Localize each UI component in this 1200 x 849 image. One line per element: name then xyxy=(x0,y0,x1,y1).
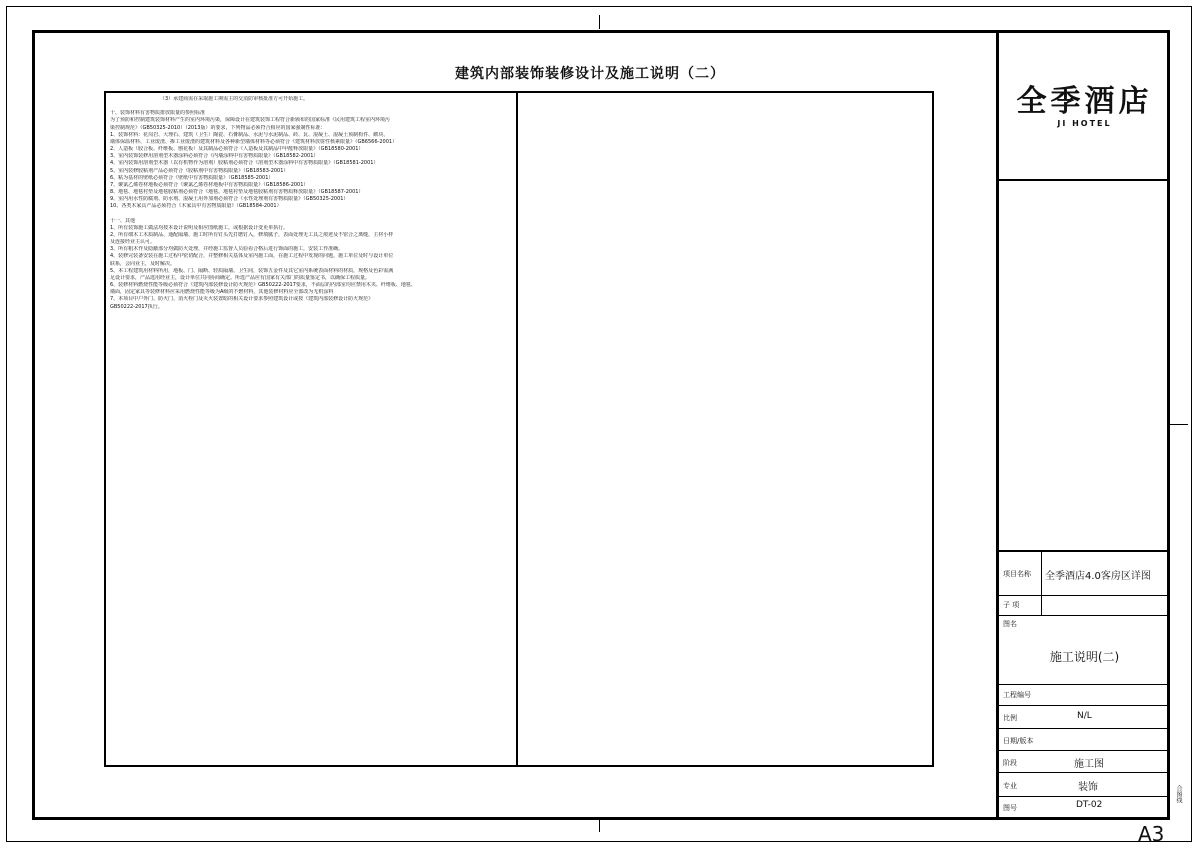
title-block-divider xyxy=(996,30,999,820)
date-label: 日期/版本 xyxy=(1003,737,1034,745)
logo-name-en: JI HOTEL xyxy=(1057,119,1112,128)
note-line: 墙面，固定家具等装修材料应采用燃烧性能等级为A级的不燃材料，其他装修材料应全部改为无机涂料 xyxy=(110,289,334,296)
note-line: 3、室内装饰装修用溶剂型木器涂料必须符合《内墙涂料中有害物质限量》（GB18582-2001） xyxy=(110,153,319,160)
note-line: 7、本项目中户外门、防火门、消火栓门及灭火装置暗的相关设计要求参照建筑设计或按《建筑内部装修设计防火规范》 xyxy=(110,296,374,303)
note-line: 染控制规范》（GB50325-2010）（2013版）的要求，下列物品必须符合相应的国家强制性标准： xyxy=(110,124,326,131)
center-tick-bottom xyxy=(599,820,600,832)
drawing-no-label: 图号 xyxy=(1003,804,1017,812)
tb-line-scale-bottom xyxy=(999,728,1170,729)
paper-size-label: A3 xyxy=(1138,822,1165,846)
note-line: 联系，会同业主，及时解决。 xyxy=(110,260,176,267)
tb-line-project-top xyxy=(999,550,1170,552)
note-line: GB50222-2017执行。 xyxy=(110,303,163,310)
tb-line-project-bottom xyxy=(999,595,1170,596)
note-line: 4、室内装饰用溶剂型木器（以有机物作为溶剂）胶粘剂必须符合《溶剂型木器涂料中有害物质限量》（GB18581-2001） xyxy=(110,160,379,167)
note-line: 6、粘为基材的壁纸必须符合《壁纸中有害物质限量》（GB18585-2001） xyxy=(110,174,274,181)
note-line: 2、所有细木工木质制品、通配隔墙、施工时所有钉头先打磨钉入，修填腻子，表面处理无工具之痕迹及不密合之离缝，主材小样 xyxy=(110,231,394,238)
subitem-label: 子 项 xyxy=(1003,601,1020,609)
note-line: 5、本工程建筑用材料所用，地板、门、隔断、轻质隔墙、卫生间，装饰五金件及其它室内系统表面材料的材质，规格及色彩需满 xyxy=(110,267,394,274)
side-mark: 合图线 xyxy=(1175,785,1182,803)
note-line: 足设计要求，产品选用经业主，设计单位共同协商确定。所选产品应有国家有关部门的质量鉴定书，以确保工程质量。 xyxy=(110,274,371,281)
drawing-name-label: 图名 xyxy=(1003,620,1017,628)
tb-line-discipline-bottom xyxy=(999,796,1170,797)
logo-name-cn: 全季酒店 xyxy=(1016,84,1153,119)
drawing-name-value: 施工说明(二) xyxy=(1049,650,1120,664)
note-line: 7、聚氯乙烯卷材地板必须符合《聚氯乙烯卷材地板中有害物质限量》（GB18586-2001） xyxy=(110,181,309,188)
discipline-label: 专业 xyxy=(1003,782,1017,790)
note-line xyxy=(110,103,513,110)
tb-line-date-bottom xyxy=(999,750,1170,751)
tb-line-subitem-bottom xyxy=(999,615,1170,616)
center-tick-top xyxy=(599,15,600,29)
project-value: 全季酒店4.0客房区详图 xyxy=(1045,571,1151,582)
note-line: 为了预防和控制建筑装饰材料产生的室内环境污染，保障设计在建筑装饰工程符合新颁布的国家标准《民用建筑工程室内环境污 xyxy=(110,117,391,124)
note-line: 4、装修完装备安装在施工过程中密切配合，并整修相关基体及室内施工面，在施工过程中发现的问题，施工单位及时与设计单位 xyxy=(110,253,394,260)
tb-line-name-bottom xyxy=(999,684,1170,685)
notes-text xyxy=(110,96,513,311)
note-line: 十、装饰材料有害物质排放限量的参照标准 xyxy=(110,110,206,117)
discipline-value: 装饰 xyxy=(1078,782,1098,793)
sheet-title: 建筑内部装饰装修设计及施工说明（二） xyxy=(455,66,725,82)
tb-line-logo xyxy=(999,179,1170,181)
note-line: 及连接经业主认可。 xyxy=(110,239,156,246)
tb-line-no-bottom xyxy=(999,705,1170,706)
scale-label: 比例 xyxy=(1003,714,1017,722)
column-divider xyxy=(516,91,518,767)
stage-label: 阶段 xyxy=(1003,759,1017,767)
note-line: 1、装饰材料：花岗岩、大理石、建筑（卫生）陶瓷、石膏制品、水泥与水泥制品、砖、瓦、混凝土、混凝土预制构件、砌块、 xyxy=(110,131,389,138)
note-line: 5、室内装修胶粘剂产品必须符合《胶粘剂中有害物质限量》（GB18583-2001） xyxy=(110,167,289,174)
stage-value: 施工图 xyxy=(1074,759,1104,770)
note-line: 9、室内用水性防腐剂、防水剂、混凝土用外加剂必须符合《水性处理剂有害物质限量》（GB50325-2001） xyxy=(110,196,349,203)
center-tick-right xyxy=(1170,424,1188,425)
tb-line-stage-bottom xyxy=(999,772,1170,773)
note-line: （3）承建商需在采取施工期需主的交消防审核批准方可开始施工。 xyxy=(160,96,309,102)
note-line: 10、各类木家具产品必须符合《木家具中有害物质限量》（GB18584-2001） xyxy=(110,203,282,210)
hotel-logo xyxy=(999,85,1170,128)
note-line: 8、地毯、地毯衬垫及地毯胶粘剂必须符合《地毯、地毯衬垫及地毯胶粘剂有害物质释放限量》（GB18587-2001） xyxy=(110,189,364,196)
note-line: 6、装修材料燃烧性能等级必须符合《建筑内部装修设计防火规范》GB50222-2017要求，不面层的内部室均应禁用木夹、纤维板、地毯、 xyxy=(110,282,416,289)
note-line: 1、所有装饰施工做法均按本设计说明及相应图纸施工，或根据设计变更单执行。 xyxy=(110,224,289,231)
project-label: 项目名称 xyxy=(1003,570,1031,578)
note-line: 2、人造板（胶合板、纤维板、刨花板）及其制品必须符合《人造板及其制品中甲醛释放限量》（GB18580-2001） xyxy=(110,146,364,153)
note-line: 十一、其他 xyxy=(110,217,136,224)
note-line xyxy=(110,211,513,218)
note-line: 3、所有粗木作及隐蔽部分均做防火处理，并经施工监督人员验看合格后进行饰面的施工，安装工作准确。 xyxy=(110,246,344,253)
scale-value: N/L xyxy=(1077,711,1092,721)
project-no-label: 工程编号 xyxy=(1003,691,1031,699)
drawing-no-value: DT-02 xyxy=(1076,800,1103,810)
tb-vline-labels xyxy=(1041,552,1042,615)
note-line: 墙体保温材料、工业废渣、掺工业废渣的建筑材料及各种新型墙体材料等必须符合《建筑材料放射性核素限量》（GB6566-2001） xyxy=(110,138,398,145)
